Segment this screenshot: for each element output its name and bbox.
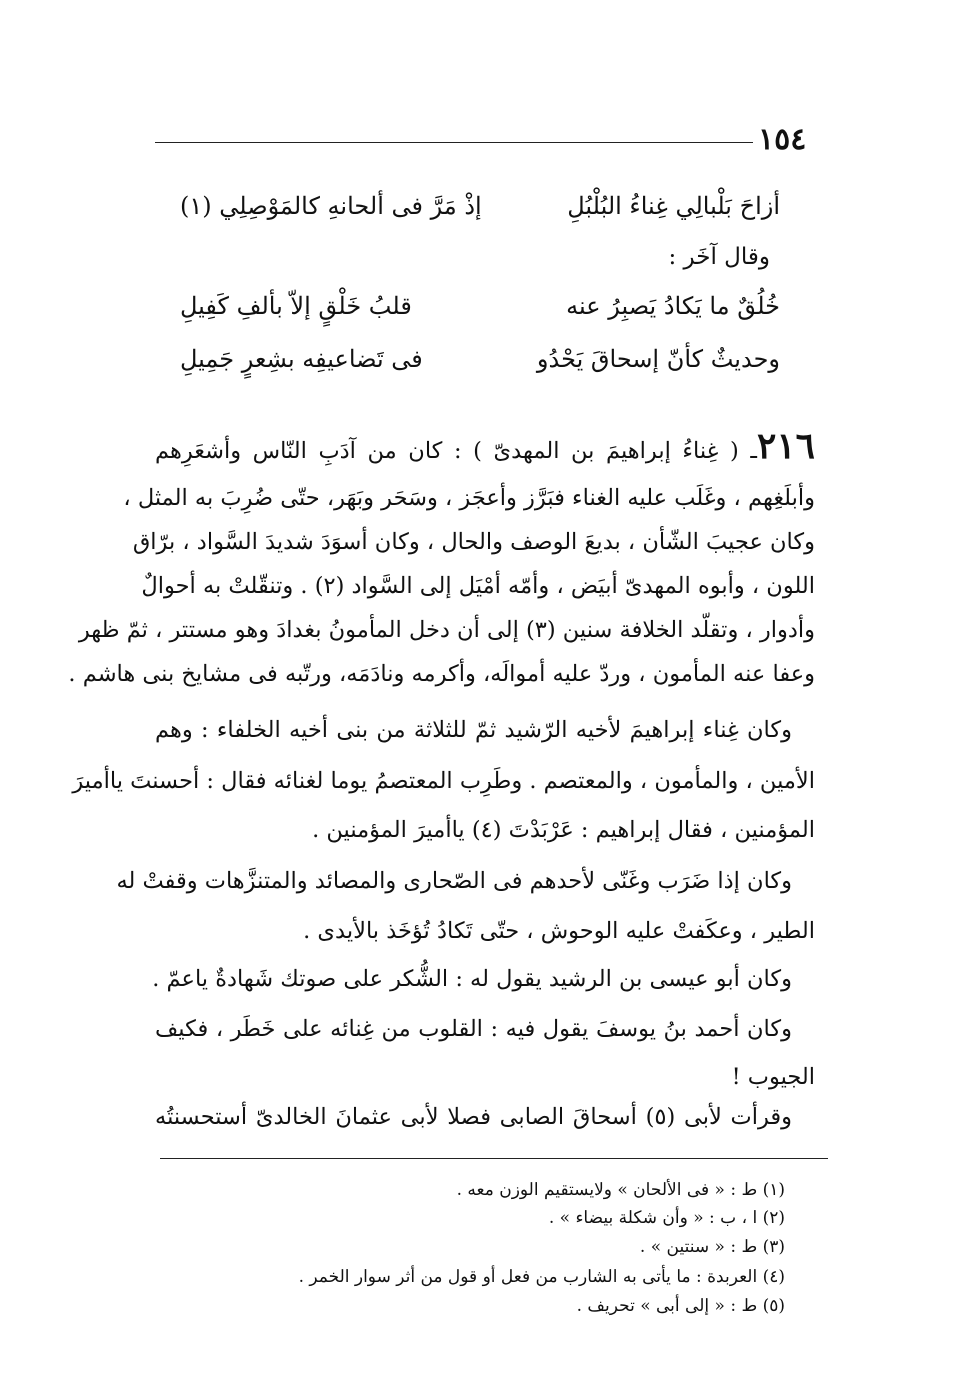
section-number: ٢١٦ [756,425,815,467]
body-line: وعفا عنه المأمون ، وردّ عليه أموالَه، وأكرمه ونادَمَه، ورتّبه فى مشايخ بنى هاشم . [68,661,815,687]
body-line: وقرأت لأبى (٥) أسحاقَ الصابى فصلا لأبى عثمانَ الخالدىّ أستحسنتُه [155,1104,793,1130]
verse-hemistich: خُلُقٌ ما يَكادُ يَصبِرُ عنه [566,292,780,320]
body-line: وكان أحمد بنُ يوسفَ يقول فيه : القلوب من غِنائه على خَطَر ، فكيف [155,1016,792,1042]
footnote: (١) ط : « فى الألحان » ولايستقيم الوزن معه . [456,1180,785,1200]
footnote: (٥) ط : « إلى أبى » تحريف . [576,1296,785,1316]
verse-line-3 [180,345,780,389]
verse-hemistich: إذْ مَرَّ فى ألحانهِ كالمَوْصِلِي (١) [180,192,482,220]
body-line: وكان أبو عيسى بن الرشيد يقول له : الشُّكر على صوتك شَهادةٌ ياعمّ . [152,966,792,992]
body-line: وكان إذا ضَرَب وغَنّى لأحدهم فى الصّحارى والمصائد والمتنزَّهات وقفتْ له [116,868,792,894]
verse-hemistich: أزاحَ بَلْبالِي غِناءُ البُلْبُلِ [567,192,780,220]
footnote: (٢) ا ، ب : « وأن شكلة بيضاء » . [548,1208,785,1228]
page-number: ١٥٤ [758,122,807,157]
header-rule [155,142,753,143]
body-line: الأمين ، والمأمون ، والمعتصم . وطَرِب المعتصمُ يوما لغنائه فقال : أحسنتَ ياأميرَ [72,768,815,794]
verse-hemistich: فى تَضاعيفِه بشِعرٍ جَمِيلِ [180,345,423,373]
body-line: الطير ، وعكَفتْ عليه الوحوش ، حتّى تَكادُ تُؤخَذ بالأيدى . [303,918,815,944]
body-line: وأدوار ، وتقلّد الخلافة سنين (٣) إلى أن دخل المأمونُ بغدادَ وهو مستتر ، ثمّ ظهر [78,617,815,643]
verse-hemistich: وحديثٌ كأنّ إسحاقَ يَحْدُو [536,345,780,373]
footnote: (٣) ط : « سنتين » . [639,1237,785,1257]
body-line: وكان غِناء إبراهيمَ لأخيه الرّشيد ثمّ للثلاثة من بنى أخيه الخلفاء : وهم [155,717,792,743]
verse-line-2 [180,292,780,336]
footnote-rule [160,1158,828,1159]
footnote: (٤) العربدة : ما يأتى به الشارب من فعل أو قول من أثر سوار الخمر . [298,1267,785,1287]
body-line: وكان عجيبَ الشّأن ، بديعَ الوصف والحال ، وكان أسوَدَ شديدَ السَّواد ، برّاق [132,529,815,555]
section-heading-text: ـ ( غِناءُ إبراهيمَ بن المهدىّ ) : كان من آدَبِ النّاس وأشعَرِهم [155,438,757,464]
body-line: اللون ، وأبوه المهدىّ أبيَض ، وأمّه أمْيَل إلى السَّواد (٢) . وتنقّلتْ به أحوالٌ [141,573,815,599]
body-line: وأبلَغِهم ، وغَلَب عليه الغناء فبَرَّز وأعجَز ، وسَحَر وبَهَر، حتّى ضُرِبَ به المثل ، [123,485,815,511]
body-line: الجيوب ! [731,1064,815,1090]
verse-intro: وقال آخَر : [668,244,770,270]
verse-line-1 [180,192,780,236]
section-heading-line [155,425,815,467]
body-line: المؤمنين ، فقال إبراهيم : عَرْبَدْتَ (٤) ياأميرَ المؤمنين . [312,817,815,843]
verse-hemistich: قلبُ خَلْقٍ إلاّ بألفِ كَفِيلِ [180,292,412,320]
